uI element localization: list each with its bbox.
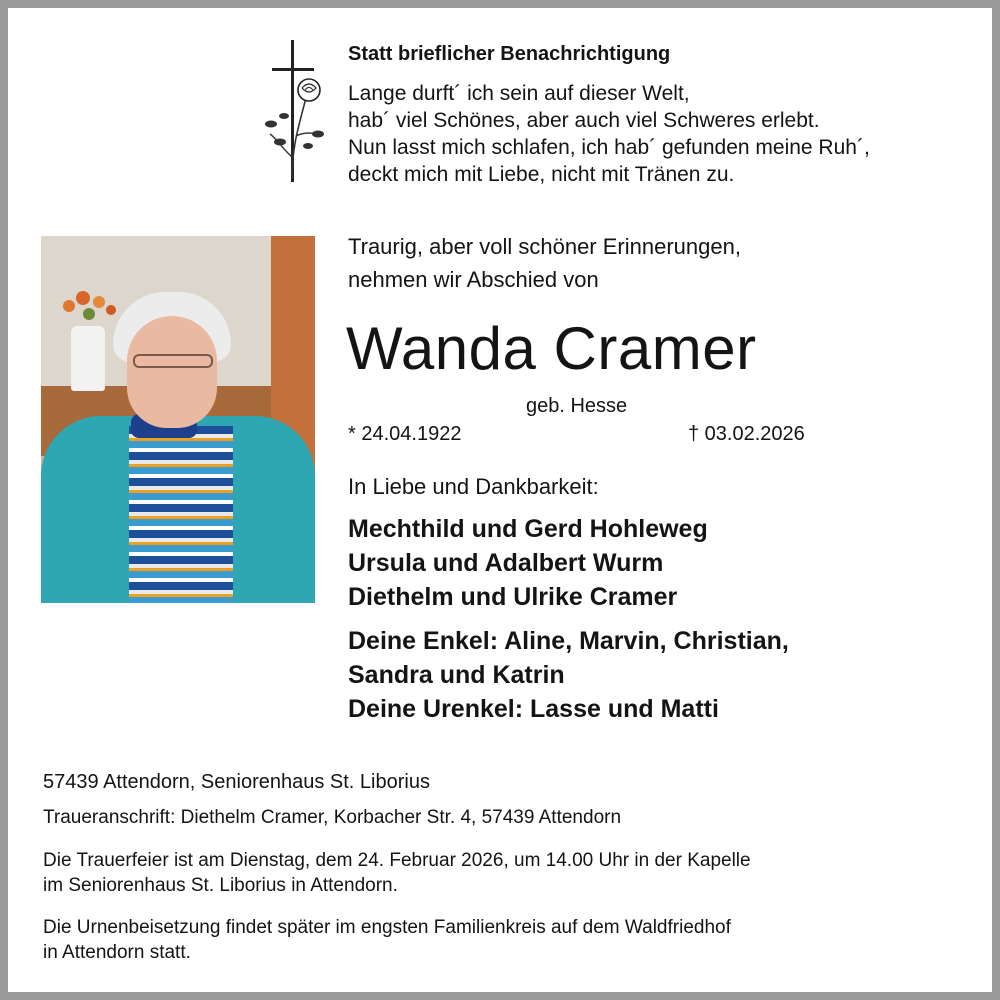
burial-notice: Die Urnenbeisetzung findet später im engsten Familienkreis auf dem Waldfriedhof in Attendorn statt. xyxy=(43,917,731,963)
birth-date: * 24.04.1922 xyxy=(348,423,462,445)
mourning-address: Traueranschrift: Diethelm Cramer, Korbacher Str. 4, 57439 Attendorn xyxy=(43,807,622,828)
death-date: † 03.02.2026 xyxy=(688,423,805,445)
place-line: 57439 Attendorn, Seniorenhaus St. Liborius xyxy=(43,771,430,793)
header-title: Statt brieflicher Benachrichtigung xyxy=(348,43,671,65)
intro-text: Traurig, aber voll schöner Erinnerungen, nehmen wir Abschied von xyxy=(348,234,741,292)
portrait-photo xyxy=(41,236,315,603)
children-list: Mechthild und Gerd Hohleweg Ursula und Adalbert Wurm Diethelm und Ulrike Cramer xyxy=(348,515,708,611)
grandchildren-list: Deine Enkel: Aline, Marvin, Christian, Sandra und Katrin Deine Urenkel: Lasse und Matti xyxy=(348,627,789,723)
ceremony-notice: Die Trauerfeier ist am Dienstag, dem 24. Februar 2026, um 14.00 Uhr in der Kapelle im Seniorenhaus St. Liborius in Attendorn. xyxy=(43,850,751,896)
cross-with-rose-icon xyxy=(262,38,328,184)
maiden-name: geb. Hesse xyxy=(526,395,628,417)
deceased-name: Wanda Cramer xyxy=(346,315,757,382)
verse-text: Lange durft´ ich sein auf dieser Welt, hab´ viel Schönes, aber auch viel Schweres erlebt. Nun lasst mich schlafen, ich hab´ gefunden meine Ruh´, deckt mich mit Liebe, nicht mit Tränen zu. xyxy=(348,82,870,186)
obituary-card xyxy=(8,8,992,992)
thanks-line: In Liebe und Dankbarkeit: xyxy=(348,474,599,499)
